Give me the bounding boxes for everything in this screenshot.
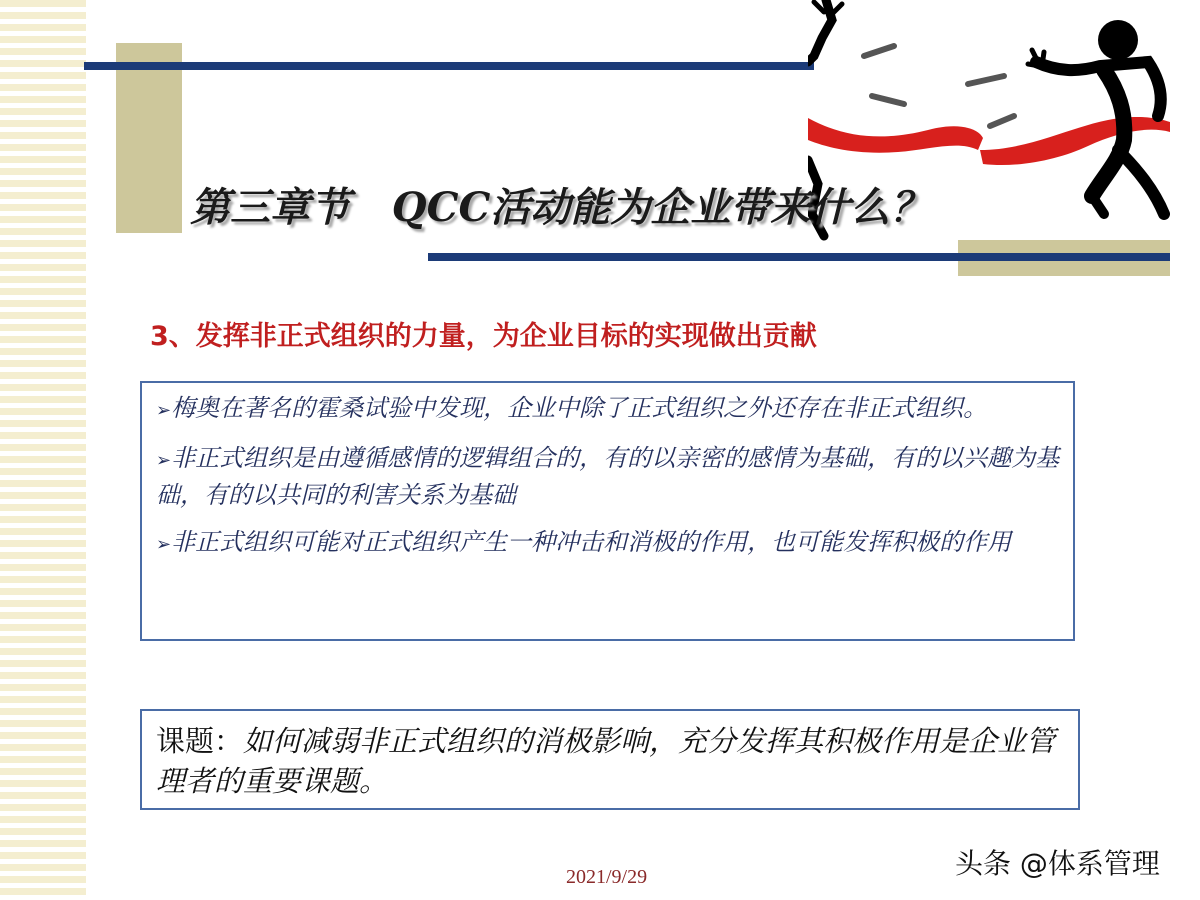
- section-subtitle: 3、发挥非正式组织的力量，为企业目标的实现做出贡献: [150, 321, 817, 352]
- bullet-arrow-icon: ➢: [156, 534, 172, 555]
- bullet-arrow-icon: ➢: [156, 400, 172, 421]
- bullet-text: 非正式组织是由遵循感情的逻辑组合的，有的以亲密的感情为基础，有的以兴趣为基础，有的以共同的利害关系为基础: [156, 444, 1060, 509]
- topic-text: 如何减弱非正式组织的消极影响，充分发挥其积极作用是企业管理者的重要课题。: [156, 724, 1056, 798]
- slide-date: 2021/9/29: [566, 866, 648, 888]
- topic-box: [140, 709, 1080, 810]
- title-underline-rule: [428, 253, 1170, 261]
- bullet-text: 梅奥在著名的霍桑试验中发现，企业中除了正式组织之外还存在非正式组织。: [171, 394, 988, 422]
- source-watermark: 头条 @体系管理: [955, 847, 1160, 880]
- bullet-text: 非正式组织可能对正式组织产生一种冲击和消极的作用，也可能发挥积极的作用: [171, 528, 1012, 556]
- bullet-box: [140, 381, 1075, 641]
- topic-label: 课题：: [156, 724, 244, 758]
- left-stripe-decoration: [0, 0, 86, 900]
- bullet-item: [156, 525, 1061, 562]
- bullet-item: [156, 441, 1061, 512]
- bullet-arrow-icon: ➢: [156, 450, 172, 471]
- slide-title: 第三章节 QCC活动能为企业带来什么？: [190, 184, 931, 231]
- top-rule: [84, 62, 814, 70]
- bullet-item: [156, 391, 1061, 428]
- accent-block-left: [116, 43, 182, 233]
